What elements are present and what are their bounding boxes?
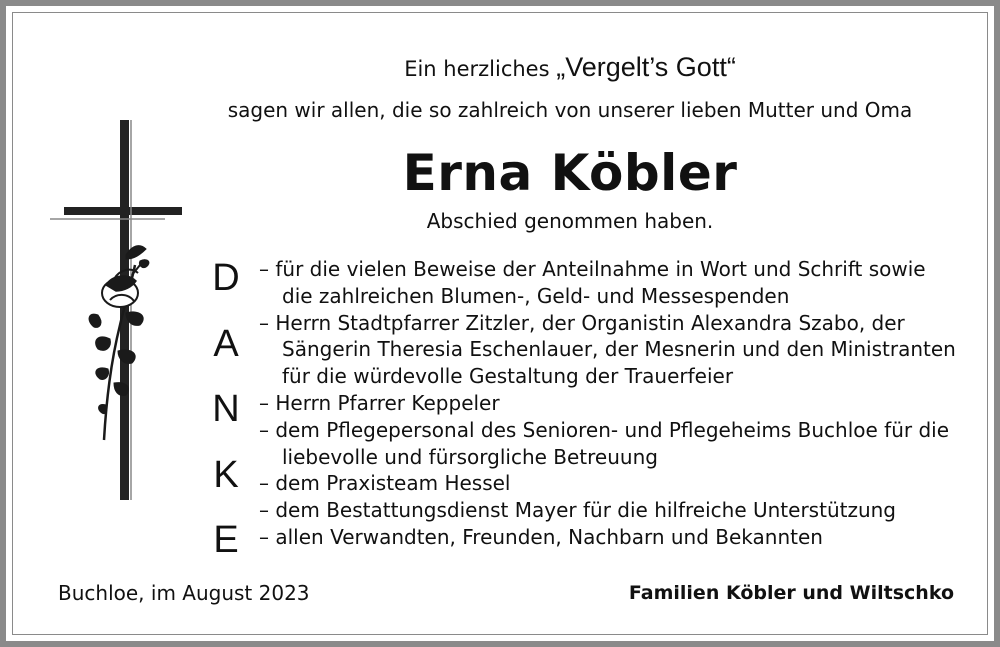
thanks-list	[259, 256, 959, 551]
thanks-item: – allen Verwandten, Freunden, Nachbarn und Bekannten	[259, 524, 959, 551]
intro-quote: „Vergelt’s Gott“	[556, 52, 736, 82]
danke-letter: E	[213, 519, 239, 561]
thanks-item: – für die vielen Beweise der Anteilnahme in Wort und Schrift sowie die zahlreichen Blumen-, Geld- und Messespenden	[259, 256, 959, 310]
danke-letter: D	[212, 257, 240, 299]
deceased-name: Erna Köbler	[402, 144, 738, 202]
intro-prefix: Ein herzliches	[404, 57, 557, 81]
thanks-item: – Herrn Pfarrer Keppeler	[259, 390, 959, 417]
rose-icon	[89, 246, 149, 440]
thanks-item: – dem Pflegepersonal des Senioren- und Pflegeheims Buchloe für die liebevolle und fürsorgliche Betreuung	[259, 417, 959, 471]
place-date: Buchloe, im August 2023	[58, 581, 310, 605]
danke-letter: N	[212, 388, 240, 430]
intro-line-2: sagen wir allen, die so zahlreich von unserer lieben Mutter und Oma	[227, 98, 913, 122]
thanks-item: – Herrn Stadtpfarrer Zitzler, der Organistin Alexandra Szabo, der Sängerin Theresia Eschenlauer, der Mesnerin und den Ministranten für die würdevolle Gestaltung der Trauerfeier	[259, 310, 959, 390]
danke-letter: A	[213, 322, 239, 365]
after-name-line: Abschied genommen haben.	[426, 209, 714, 233]
intro-line-1	[190, 52, 950, 84]
cross-icon	[40, 115, 190, 505]
thanks-item: – dem Bestattungsdienst Mayer für die hilfreiche Unterstützung	[259, 497, 959, 524]
signature: Familien Köbler und Wiltschko	[628, 582, 954, 604]
danke-vertical	[206, 252, 246, 580]
thanks-item: – dem Praxisteam Hessel	[259, 470, 959, 497]
danke-letter: K	[213, 453, 239, 496]
